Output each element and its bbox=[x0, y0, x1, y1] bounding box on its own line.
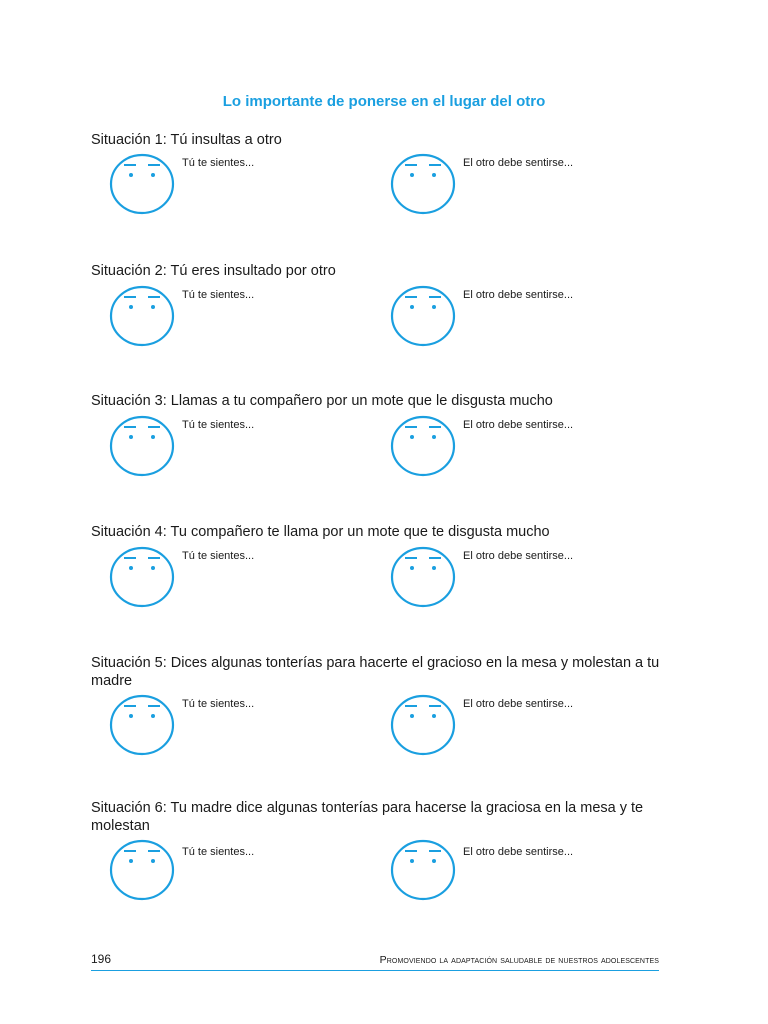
other-should-feel-label: El otro debe sentirse... bbox=[463, 698, 574, 710]
blank-face-icon bbox=[109, 153, 175, 215]
blank-face-icon bbox=[109, 839, 175, 901]
situation-heading: Situación 1: Tú insultas a otro bbox=[91, 132, 282, 148]
other-should-feel-label: El otro debe sentirse... bbox=[463, 846, 574, 858]
situation-heading: Situación 4: Tu compañero te llama por un mote que te disgusta mucho bbox=[91, 524, 550, 540]
face-row bbox=[91, 149, 671, 219]
situation-heading: Situación 2: Tú eres insultado por otro bbox=[91, 263, 336, 279]
situation-heading: Situación 3: Llamas a tu compañero por un mote que le disgusta mucho bbox=[91, 393, 553, 409]
situation-heading: Situación 5: Dices algunas tonterías para hacerte el gracioso en la mesa y molestan a tu madre bbox=[91, 655, 660, 689]
blank-face-icon bbox=[390, 546, 456, 608]
you-feel-label: Tú te sientes... bbox=[182, 157, 255, 169]
other-should-feel-label: El otro debe sentirse... bbox=[463, 419, 574, 431]
you-feel-label: Tú te sientes... bbox=[182, 698, 255, 710]
you-feel-label: Tú te sientes... bbox=[182, 846, 255, 858]
other-should-feel-label: El otro debe sentirse... bbox=[463, 550, 574, 562]
blank-face-icon bbox=[390, 415, 456, 477]
face-row bbox=[91, 541, 671, 611]
situation-2 bbox=[91, 262, 671, 350]
blank-face-icon bbox=[390, 153, 456, 215]
blank-face-icon bbox=[109, 546, 175, 608]
situation-6 bbox=[91, 799, 671, 905]
page-title: Lo importante de ponerse en el lugar del otro bbox=[222, 93, 546, 110]
situation-1 bbox=[91, 131, 671, 219]
situation-3 bbox=[91, 392, 671, 480]
blank-face-icon bbox=[109, 694, 175, 756]
running-title: Promoviendo la adaptación saludable de nuestros adolescentes bbox=[379, 954, 659, 966]
you-feel-label: Tú te sientes... bbox=[182, 419, 255, 431]
page-number: 196 bbox=[91, 952, 112, 966]
face-row bbox=[91, 690, 671, 760]
situation-4 bbox=[91, 523, 671, 611]
situation-5 bbox=[91, 654, 671, 760]
you-feel-label: Tú te sientes... bbox=[182, 289, 255, 301]
blank-face-icon bbox=[109, 285, 175, 347]
face-row bbox=[91, 280, 671, 350]
face-row bbox=[91, 410, 671, 480]
blank-face-icon bbox=[390, 839, 456, 901]
blank-face-icon bbox=[390, 694, 456, 756]
you-feel-label: Tú te sientes... bbox=[182, 550, 255, 562]
face-row bbox=[91, 835, 671, 905]
blank-face-icon bbox=[390, 285, 456, 347]
other-should-feel-label: El otro debe sentirse... bbox=[463, 157, 574, 169]
other-should-feel-label: El otro debe sentirse... bbox=[463, 289, 574, 301]
blank-face-icon bbox=[109, 415, 175, 477]
page-footer bbox=[91, 952, 659, 971]
situation-heading: Situación 6: Tu madre dice algunas tonterías para hacerse la graciosa en la mesa y te molestan bbox=[91, 800, 644, 834]
